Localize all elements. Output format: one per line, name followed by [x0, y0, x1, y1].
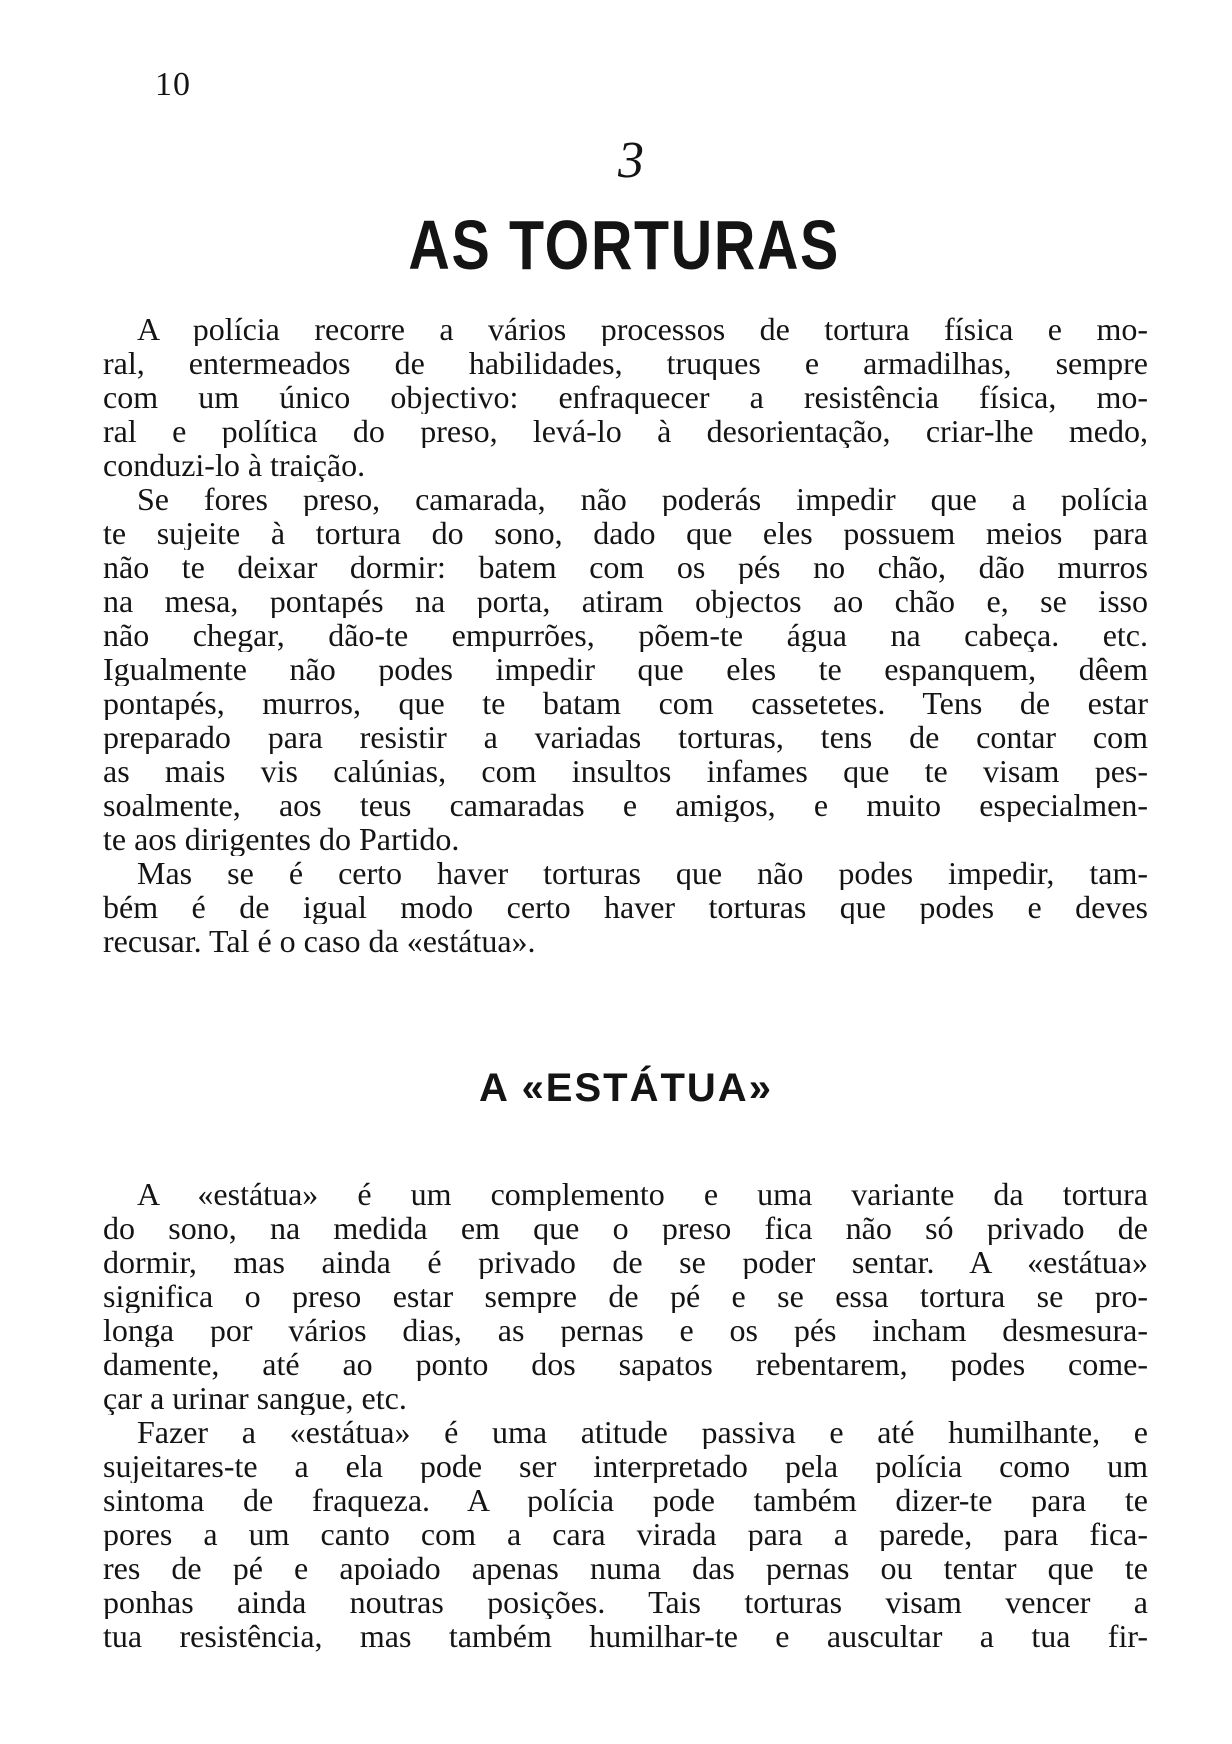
text-line: dormir, mas ainda é privado de se poder sentar. A «estátua»: [103, 1245, 1148, 1279]
text-line: não te deixar dormir: batem com os pés no chão, dão murros: [103, 550, 1148, 584]
text-line: sujeitares-te a ela pode ser interpretado pela polícia como um: [103, 1449, 1148, 1483]
text-line: soalmente, aos teus camaradas e amigos, e muito especialmen-: [103, 788, 1148, 822]
text-line: pontapés, murros, que te batam com cassetetes. Tens de estar: [103, 686, 1148, 720]
text-line: tua resistência, mas também humilhar-te e auscultar a tua fir-: [103, 1619, 1148, 1653]
text-line: do sono, na medida em que o preso fica não só privado de: [103, 1211, 1148, 1245]
chapter-number: 3: [618, 132, 644, 189]
text-line: Fazer a «estátua» é uma atitude passiva e até humilhante, e: [137, 1415, 1148, 1449]
text-line: pores a um canto com a cara virada para a parede, para fica-: [103, 1517, 1148, 1551]
chapter-title: AS TORTURAS: [408, 206, 840, 284]
text-line: Mas se é certo haver torturas que não podes impedir, tam-: [137, 856, 1148, 890]
text-line: bém é de igual modo certo haver torturas que podes e deves: [103, 890, 1148, 924]
text-line: preparado para resistir a variadas torturas, tens de contar com: [103, 720, 1148, 754]
text-line: ral, entermeados de habilidades, truques e armadilhas, sempre: [103, 346, 1148, 380]
text-line: conduzi-lo à traição.: [103, 448, 366, 482]
text-line: longa por vários dias, as pernas e os pés incham desmesura-: [103, 1313, 1148, 1347]
text-line: sintoma de fraqueza. A polícia pode também dizer-te para te: [103, 1483, 1148, 1517]
section-title: A «ESTÁTUA»: [479, 1066, 773, 1110]
page-number: 10: [155, 66, 191, 103]
text-line: significa o preso estar sempre de pé e se essa tortura se pro-: [103, 1279, 1148, 1313]
text-line: çar a urinar sangue, etc.: [103, 1381, 407, 1415]
text-line: damente, até ao ponto dos sapatos rebentarem, podes come-: [103, 1347, 1148, 1381]
text-line: não chegar, dão-te empurrões, põem-te água na cabeça. etc.: [103, 618, 1148, 652]
text-line: ral e política do preso, levá-lo à desorientação, criar-lhe medo,: [103, 414, 1148, 448]
text-line: na mesa, pontapés na porta, atiram objectos ao chão e, se isso: [103, 584, 1148, 618]
text-line: recusar. Tal é o caso da «estátua».: [103, 924, 536, 958]
text-line: Igualmente não podes impedir que eles te espanquem, dêem: [103, 652, 1148, 686]
text-line: com um único objectivo: enfraquecer a resistência física, mo-: [103, 380, 1148, 414]
text-line: Se fores preso, camarada, não poderás impedir que a polícia: [137, 482, 1148, 516]
text-line: te sujeite à tortura do sono, dado que eles possuem meios para: [103, 516, 1148, 550]
text-line: A «estátua» é um complemento e uma variante da tortura: [137, 1177, 1148, 1211]
text-line: te aos dirigentes do Partido.: [103, 822, 460, 856]
text-line: ponhas ainda noutras posições. Tais torturas visam vencer a: [103, 1585, 1148, 1619]
text-line: A polícia recorre a vários processos de tortura física e mo-: [137, 312, 1148, 346]
text-line: res de pé e apoiado apenas numa das pernas ou tentar que te: [103, 1551, 1148, 1585]
text-line: as mais vis calúnias, com insultos infames que te visam pes-: [103, 754, 1148, 788]
